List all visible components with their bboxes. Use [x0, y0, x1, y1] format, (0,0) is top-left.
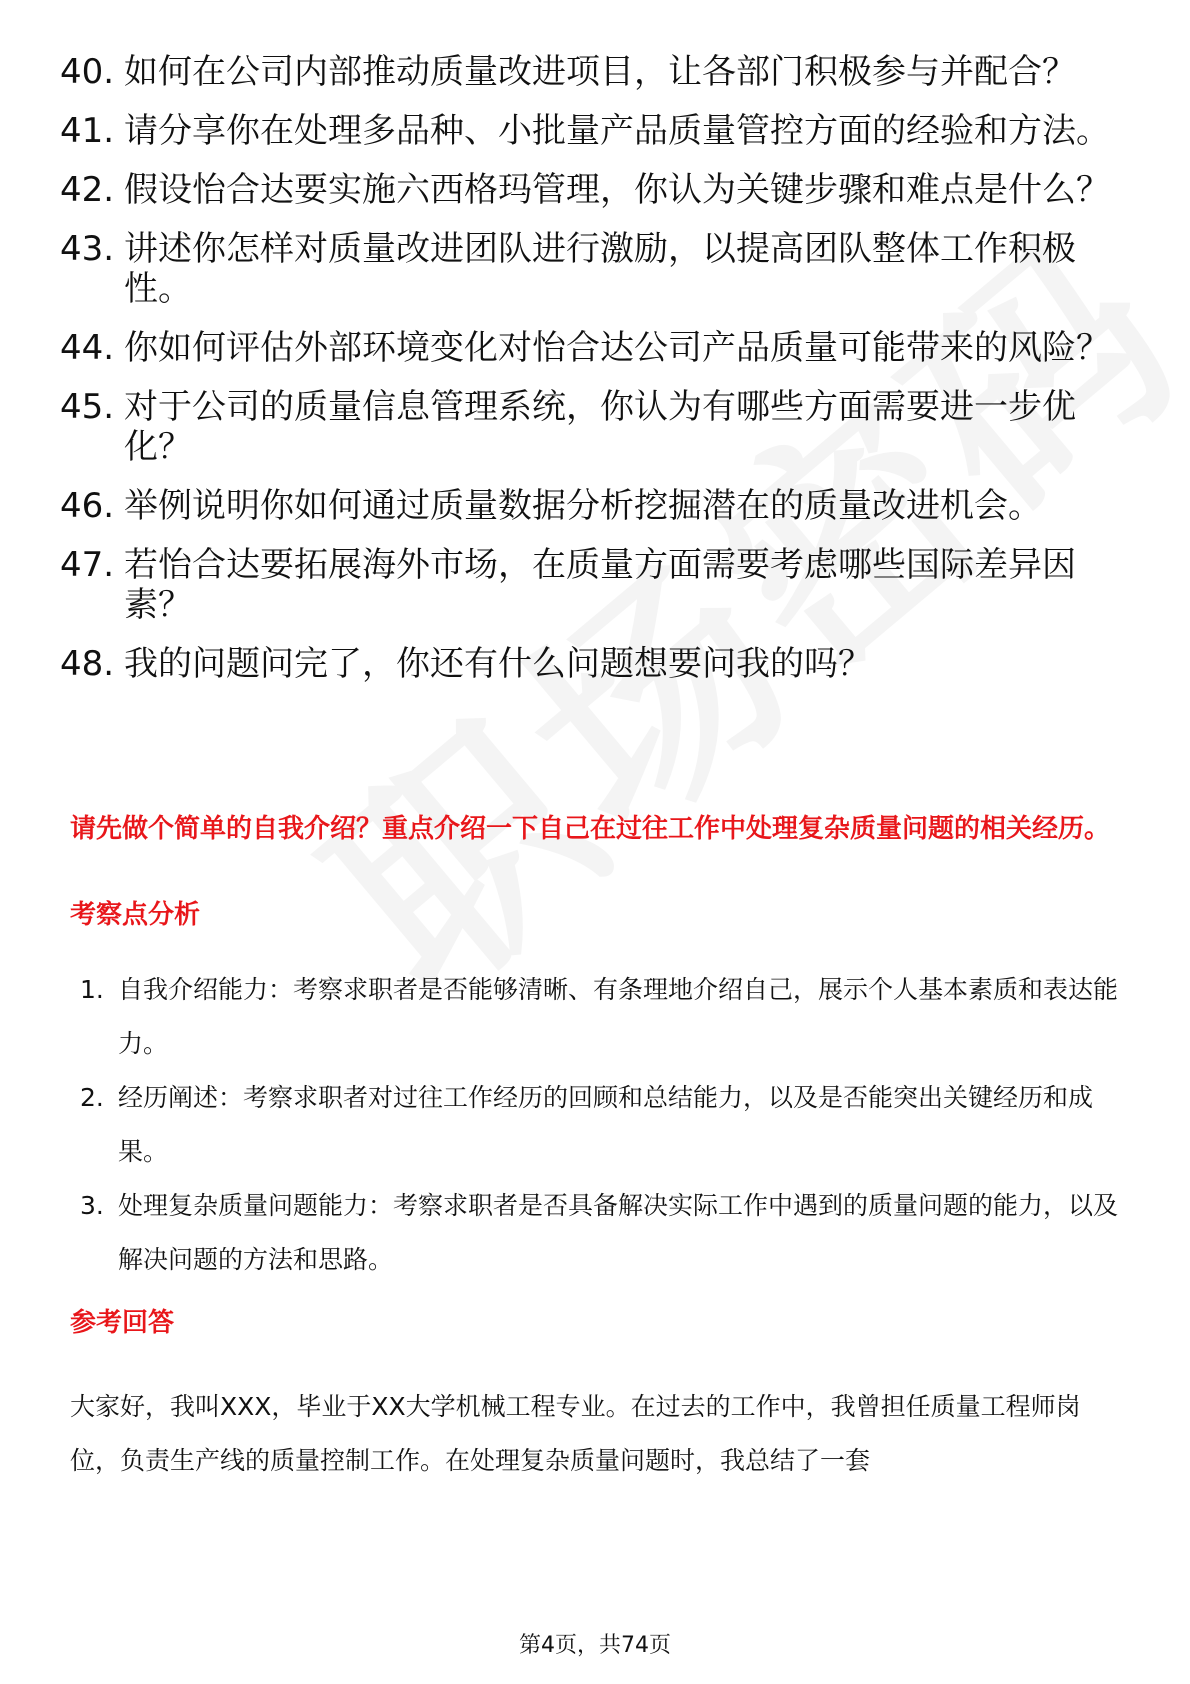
list-item	[60, 644, 1120, 684]
question-number: 40.	[60, 52, 115, 92]
section-title: 请先做个简单的自我介绍？重点介绍一下自己在过往工作中处理复杂质量问题的相关经历。	[70, 814, 1111, 844]
list-item	[60, 52, 1120, 92]
list-item	[80, 963, 1120, 1071]
question-text: 讲述你怎样对质量改进团队进行激励，以提高团队整体工作积极性。	[124, 229, 1076, 309]
question-text: 举例说明你如何通过质量数据分析挖掘潜在的质量改进机会。	[124, 486, 1042, 526]
list-item	[60, 545, 1120, 625]
answer-heading: 参考回答	[70, 1308, 175, 1338]
point-number: 2.	[80, 1083, 104, 1112]
question-text: 我的问题问完了，你还有什么问题想要问我的吗？	[124, 644, 872, 684]
question-text: 对于公司的质量信息管理系统，你认为有哪些方面需要进一步优化？	[124, 387, 1076, 467]
point-text: 经历阐述：考察求职者对过往工作经历的回顾和总结能力，以及是否能突出关键经历和成果。	[118, 1083, 1094, 1166]
analysis-heading: 考察点分析	[70, 900, 201, 930]
list-item	[60, 328, 1120, 368]
answer-text: 大家好，我叫XXX，毕业于XX大学机械工程专业。在过去的工作中，我曾担任质量工程师岗位，负责生产线的质量控制工作。在处理复杂质量问题时，我总结了一套	[70, 1392, 1081, 1475]
list-item	[60, 229, 1120, 309]
question-text: 请分享你在处理多品种、小批量产品质量管控方面的经验和方法。	[124, 111, 1110, 151]
question-number: 47.	[60, 545, 115, 585]
point-text: 自我介绍能力：考察求职者是否能够清晰、有条理地介绍自己，展示个人基本素质和表达能力。	[118, 975, 1119, 1058]
question-number: 42.	[60, 170, 115, 210]
question-number: 43.	[60, 229, 115, 269]
list-item	[60, 111, 1120, 151]
page-footer: 第4页，共74页	[519, 1633, 671, 1658]
question-number: 41.	[60, 111, 115, 151]
question-text: 假设怡合达要实施六西格玛管理，你认为关键步骤和难点是什么？	[124, 170, 1110, 210]
list-item	[60, 387, 1120, 467]
question-text: 如何在公司内部推动质量改进项目，让各部门积极参与并配合？	[124, 52, 1076, 92]
point-number: 3.	[80, 1191, 104, 1220]
list-item	[80, 1071, 1120, 1179]
list-item	[60, 486, 1120, 526]
point-number: 1.	[80, 975, 104, 1004]
question-number: 48.	[60, 644, 115, 684]
question-number: 46.	[60, 486, 115, 526]
question-list	[60, 52, 1120, 703]
question-number: 45.	[60, 387, 115, 427]
question-text: 若怡合达要拓展海外市场，在质量方面需要考虑哪些国际差异因素？	[124, 545, 1076, 625]
list-item	[80, 1179, 1120, 1287]
list-item	[60, 170, 1120, 210]
question-number: 44.	[60, 328, 115, 368]
analysis-list	[80, 963, 1120, 1287]
point-text: 处理复杂质量问题能力：考察求职者是否具备解决实际工作中遇到的质量问题的能力，以及解决问题的方法和思路。	[118, 1191, 1119, 1274]
question-text: 你如何评估外部环境变化对怡合达公司产品质量可能带来的风险？	[124, 328, 1110, 368]
